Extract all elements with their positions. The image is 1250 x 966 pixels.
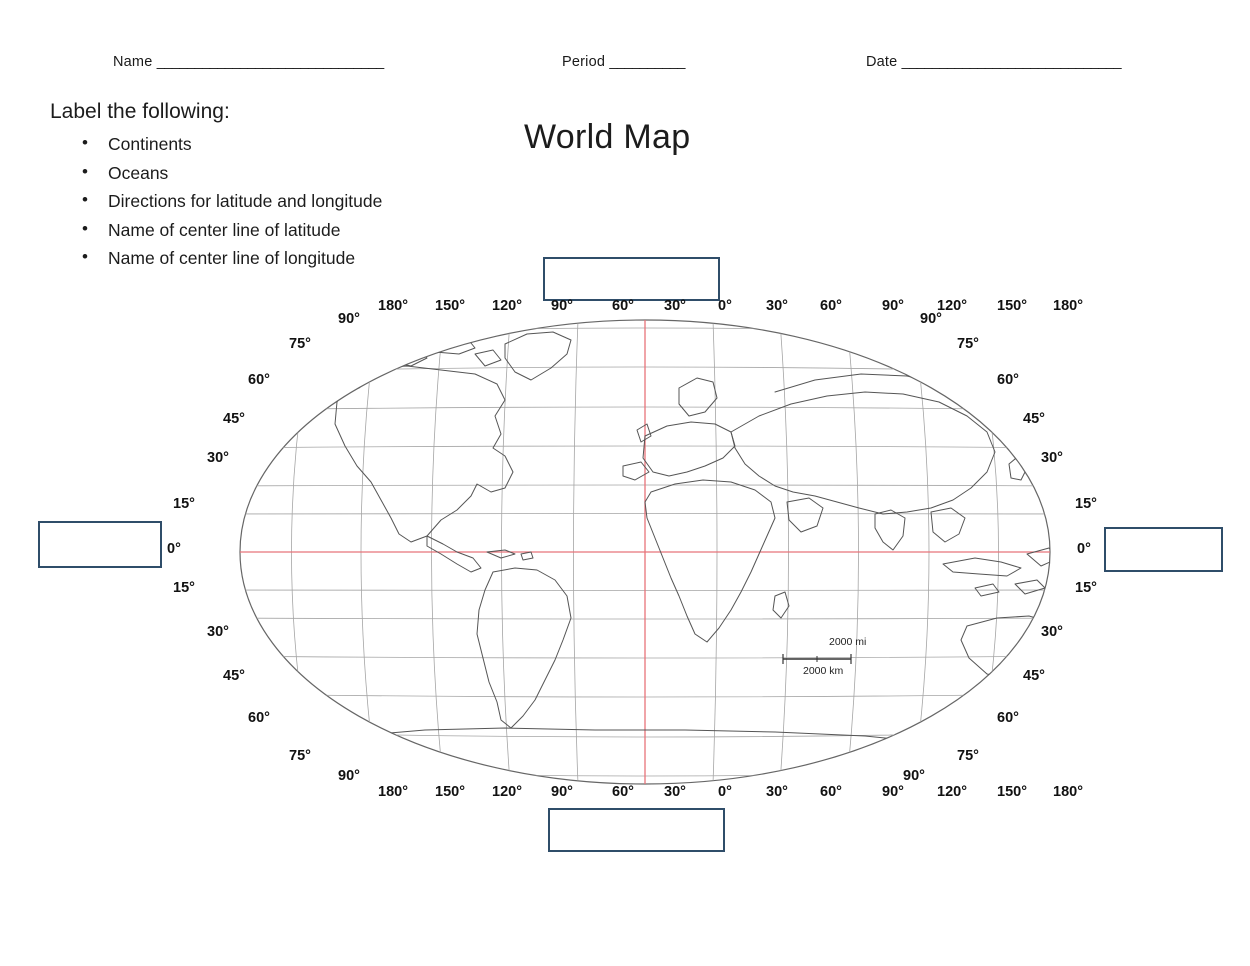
date-label: Date (866, 54, 898, 70)
world-map-graphic (175, 296, 1115, 808)
longitude-label-top-180w: 180° (378, 298, 408, 314)
latitude-label-right-75n: 75° (957, 336, 979, 352)
longitude-label-top-30w: 30° (664, 298, 686, 314)
date-field[interactable] (866, 54, 1121, 70)
list-item: • Name of center line of longitude (80, 244, 570, 273)
period-label: Period (562, 54, 606, 70)
scale-label-miles: 2000 mi (829, 636, 867, 648)
period-field[interactable] (562, 54, 685, 70)
corner-label-bottom-right: 90° (903, 768, 925, 784)
longitude-label-top-150e: 150° (997, 298, 1027, 314)
instructions-list (50, 130, 570, 273)
corner-label-top-left: 90° (338, 311, 360, 327)
latitude-label-left-15s: 15° (173, 580, 195, 596)
latitude-label-left-60s: 60° (248, 710, 270, 726)
longitude-label-bottom-0: 0° (718, 784, 732, 800)
longitude-label-bottom-90e: 90° (882, 784, 904, 800)
latitude-label-left-0: 0° (167, 541, 181, 557)
longitude-label-bottom-120e: 120° (937, 784, 967, 800)
worksheet-header (0, 54, 1250, 82)
longitude-label-bottom-30w: 30° (664, 784, 686, 800)
longitude-label-bottom-60w: 60° (612, 784, 634, 800)
longitude-label-bottom-30e: 30° (766, 784, 788, 800)
longitude-label-bottom-180e: 180° (1053, 784, 1083, 800)
longitude-label-top-120e: 120° (937, 298, 967, 314)
longitude-label-bottom-120w: 120° (492, 784, 522, 800)
latitude-label-left-45s: 45° (223, 668, 245, 684)
corner-label-top-right: 90° (920, 311, 942, 327)
world-map (167, 296, 1115, 808)
date-blank-line: _____________________________ (901, 54, 1122, 70)
latitude-label-left-15n: 15° (173, 496, 195, 512)
longitude-label-top-120w: 120° (492, 298, 522, 314)
longitude-label-bottom-180w: 180° (378, 784, 408, 800)
list-item: • Continents (80, 130, 570, 159)
list-item: • Directions for latitude and longitude (80, 187, 570, 216)
name-label: Name (113, 54, 153, 70)
longitude-label-bottom-150w: 150° (435, 784, 465, 800)
longitude-label-top-60e: 60° (820, 298, 842, 314)
longitude-label-top-90e: 90° (882, 298, 904, 314)
latitude-label-right-30s: 30° (1041, 624, 1063, 640)
latitude-label-left-75s: 75° (289, 748, 311, 764)
latitude-label-right-0: 0° (1077, 541, 1091, 557)
scale-label-kilometers: 2000 km (803, 665, 844, 677)
latitude-label-right-30n: 30° (1041, 450, 1063, 466)
corner-label-bottom-left: 90° (338, 768, 360, 784)
latitude-label-right-15n: 15° (1075, 496, 1097, 512)
latitude-label-right-75s: 75° (957, 748, 979, 764)
latitude-label-right-45s: 45° (1023, 668, 1045, 684)
longitude-label-top-0: 0° (718, 298, 732, 314)
name-blank-line: ______________________________ (156, 54, 384, 70)
longitude-label-top-90w: 90° (551, 298, 573, 314)
period-blank-line: __________ (609, 54, 686, 70)
list-item: • Name of center line of latitude (80, 216, 570, 245)
latitude-label-left-75n: 75° (289, 336, 311, 352)
answer-box-top[interactable] (543, 257, 720, 301)
latitude-label-right-60s: 60° (997, 710, 1019, 726)
latitude-label-left-60n: 60° (248, 372, 270, 388)
latitude-label-right-45n: 45° (1023, 411, 1045, 427)
answer-box-right[interactable] (1104, 527, 1223, 572)
longitude-label-top-30e: 30° (766, 298, 788, 314)
instructions-block (50, 100, 570, 273)
longitude-label-bottom-60e: 60° (820, 784, 842, 800)
longitude-label-top-150w: 150° (435, 298, 465, 314)
longitude-label-top-60w: 60° (612, 298, 634, 314)
page-title: World Map (524, 118, 691, 156)
instructions-title: Label the following: (50, 100, 230, 123)
latitude-label-left-30n: 30° (207, 450, 229, 466)
longitude-label-bottom-90w: 90° (551, 784, 573, 800)
answer-box-left[interactable] (38, 521, 162, 568)
name-field[interactable] (113, 54, 384, 70)
latitude-label-left-30s: 30° (207, 624, 229, 640)
latitude-label-right-15s: 15° (1075, 580, 1097, 596)
latitude-label-left-45n: 45° (223, 411, 245, 427)
longitude-label-top-180e: 180° (1053, 298, 1083, 314)
longitude-label-bottom-150e: 150° (997, 784, 1027, 800)
answer-box-bottom[interactable] (548, 808, 725, 852)
list-item: • Oceans (80, 159, 570, 188)
latitude-label-right-60n: 60° (997, 372, 1019, 388)
